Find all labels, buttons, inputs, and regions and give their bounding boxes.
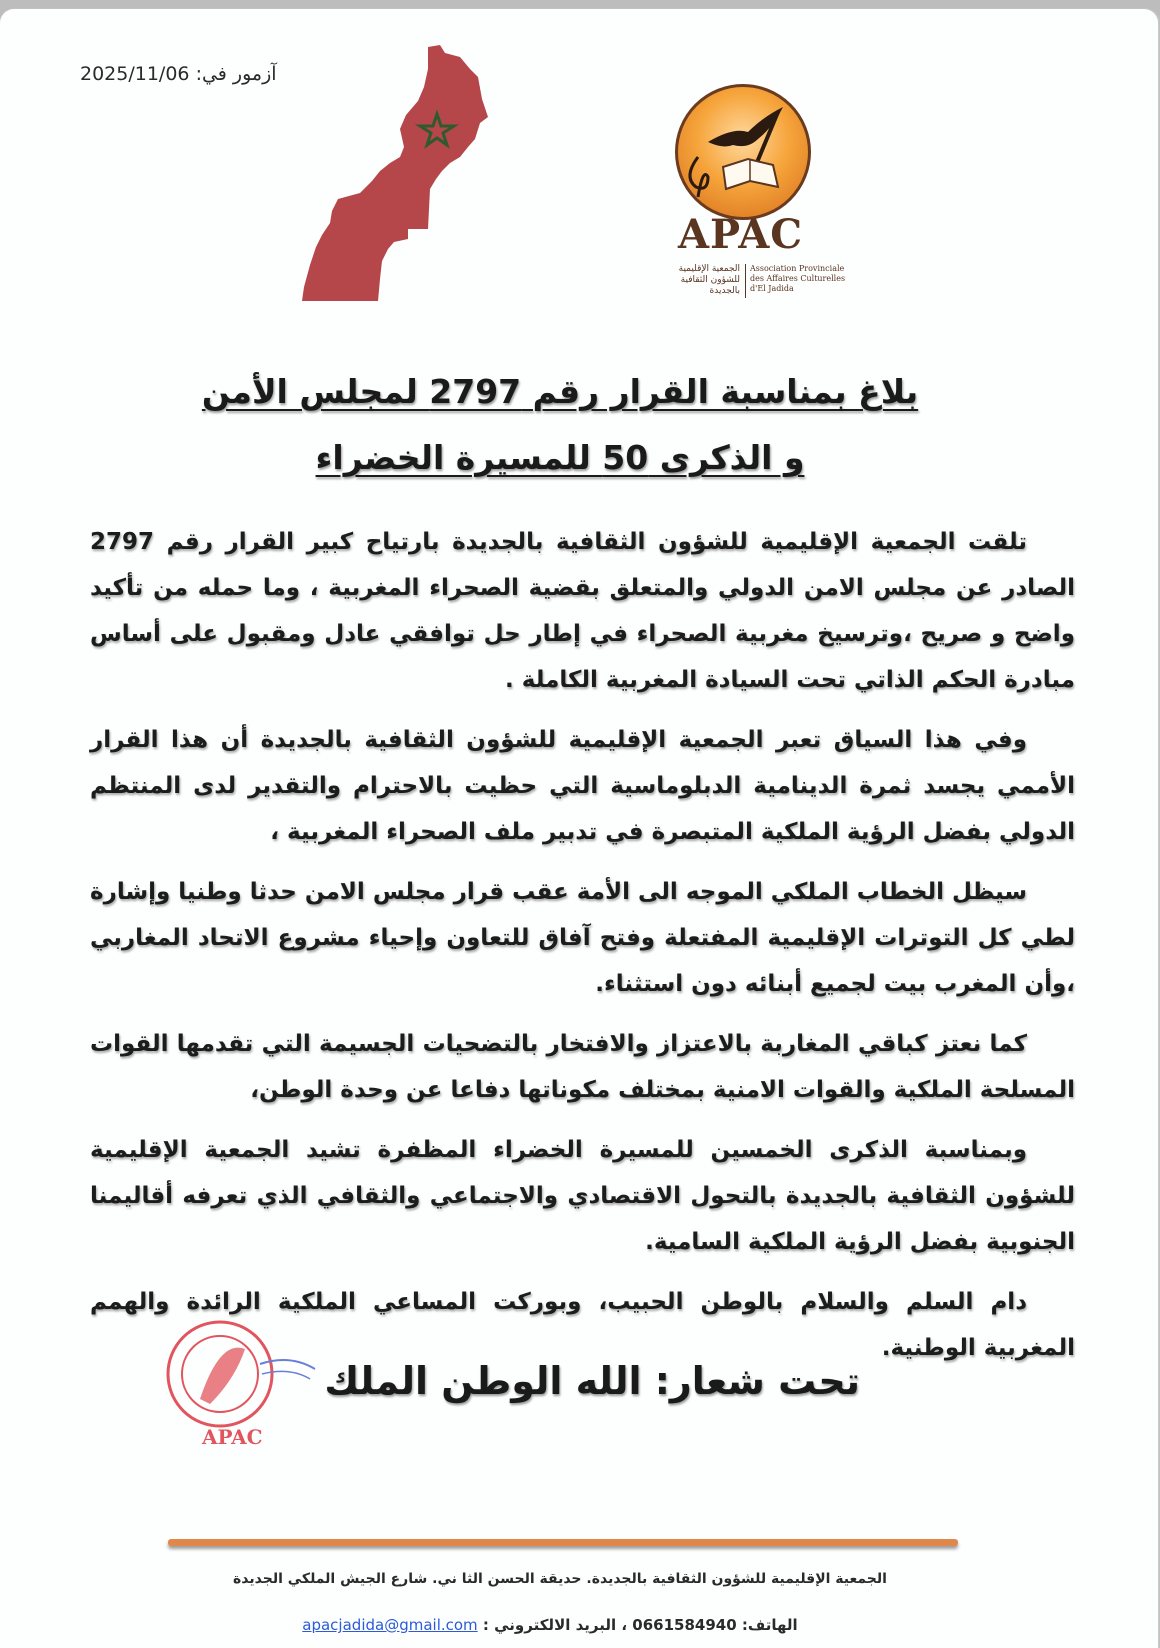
- footer-contact: [240, 1616, 860, 1634]
- document-page: [0, 9, 1158, 1648]
- logo-name-ar: الجمعية الإقليمية للشؤون الثقافية بالجديدة: [678, 264, 740, 296]
- morocco-map-icon: [300, 39, 520, 319]
- document-body: [90, 519, 1075, 1385]
- email-link[interactable]: apacjadida@gmail.com: [302, 1616, 478, 1634]
- logo-acronym: APAC: [678, 211, 804, 258]
- paragraph: سيظل الخطاب الملكي الموجه الى الأمة عقب قرار مجلس الامن حدثا وطنيا وإشارة لطي كل التوترات الإقليمية المفتعلة وفتح آفاق للتعاون وإحياء مشروع الاتحاد المغاربي ،وأن المغرب بيت لجميع أبنائه دون استثناء.: [90, 879, 1075, 997]
- logo-divider: [745, 264, 746, 298]
- stamp-label: APAC: [202, 1425, 263, 1449]
- date-value: 2025/11/06: [80, 63, 190, 85]
- paragraph: وبمناسبة الذكرى الخمسين للمسيرة الخضراء المظفرة تشيد الجمعية الإقليمية للشؤون الثقافية بالجديدة بالتحول الاقتصادي والاجتماعي والثقافي الذي تعرفه أقاليمنا الجنوبية بفضل الرؤية الملكية السامية.: [90, 1137, 1075, 1255]
- phone-number: 0661584940: [632, 1616, 737, 1634]
- footer-divider: [168, 1539, 958, 1546]
- logo-emblem: [675, 84, 811, 220]
- footer-address: الجمعية الإقليمية للشؤون الثقافية بالجديدة. حديقة الحسن الثا ني. شارع الجيش الملكي الجديدة: [233, 1571, 887, 1587]
- paragraph: وفي هذا السياق تعبر الجمعية الإقليمية للشؤون الثقافية بالجديدة أن هذا القرار الأممي يجسد ثمرة الدينامية الدبلوماسية التي حظيت بالاحترام والتقدير لدى المنتظم الدولي بفضل الرؤية الملكية المتبصرة في تدبير ملف الصحراء المغربية ،: [90, 727, 1075, 845]
- bird-book-icon: [678, 87, 808, 217]
- apac-logo: [630, 79, 880, 299]
- email-label: ، البريد الالكتروني :: [482, 1616, 628, 1634]
- paragraph: دام السلم والسلام بالوطن الحبيب، وبوركت المساعي الملكية الرائدة والهمم المغربية الوطنية.: [90, 1289, 1075, 1361]
- place-date-label: آزمور في:: [195, 63, 277, 85]
- paragraph: تلقت الجمعية الإقليمية للشؤون الثقافية بالجديدة بارتياح كبير القرار رقم 2797 الصادر عن مجلس الامن الدولي والمتعلق بقضية الصحراء المغربية ، وما حمله من تأكيد واضح و صريح ،وترسيخ مغربية الصحراء في إطار حل توافقي عادل ومقبول على أساس مبادرة الحكم الذاتي تحت السيادة المغربية الكاملة .: [90, 529, 1075, 693]
- motto: تحت شعار: الله الوطن الملك: [324, 1359, 860, 1403]
- title-line-2: و الذكرى 50 للمسيرة الخضراء: [315, 438, 805, 477]
- paragraph: كما نعتز كباقي المغاربة بالاعتزاز والافتخار بالتضحيات الجسيمة التي تقدمها القوات المسلحة الملكية والقوات الامنية بمختلف مكوناتها دفاعا عن وحدة الوطن،: [90, 1031, 1075, 1103]
- apac-stamp-icon: [150, 1309, 320, 1459]
- place-date: [80, 63, 277, 85]
- logo-name-fr: Association Provinciale des Affaires Culturelles d'El Jadida: [750, 264, 846, 293]
- phone-label: الهاتف:: [741, 1616, 798, 1634]
- document-title: [160, 359, 960, 491]
- title-line-1: بلاغ بمناسبة القرار رقم 2797 لمجلس الأمن: [201, 372, 919, 411]
